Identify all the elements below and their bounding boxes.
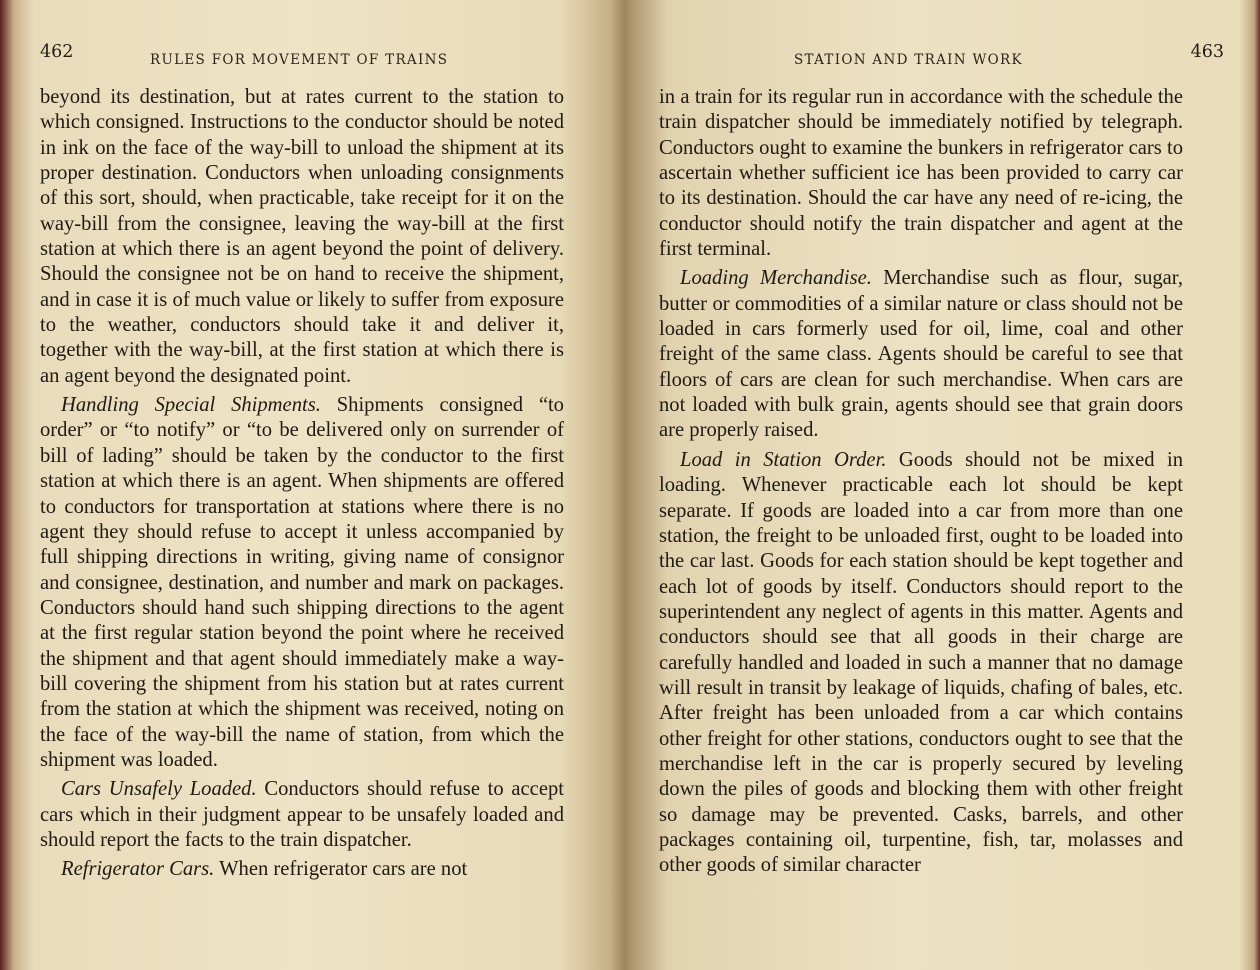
paragraph [40, 777, 564, 853]
paragraph-text: beyond its destination, but at rates current to the station to which consigned. Instructions to the conductor should be noted in ink on the face of the way-bill to unload the shipment at its proper destination. Conductors when unloading consignments of this sort, should, when practicable, take receipt for it on the way-bill from the consignee, leaving the way-bill at the first station at which there is an agent beyond the point of delivery. Should the consignee not be on hand to receive the shipment, and in case it is of much value or likely to suffer from exposure to the weather, conductors should take it and deliver it, together with the way-bill, at the first station at which there is an agent beyond the designated point. [40, 86, 564, 387]
paragraph [659, 85, 1183, 262]
paragraph [40, 857, 564, 882]
paragraph-text: When refrigerator cars are not [219, 858, 468, 881]
paragraph-text: Goods should not be mixed in loading. Whenever practicable each lot should be kept separate. If goods are loaded into a car from more than one station, the freight to be unloaded first, ought to be loaded into the car last. Goods for each station should be kept together and each lot of goods by itself. Conductors should report to the superintendent any neglect of agents in this matter. Agents and conductors should see that all goods in their charge are carefully handled and loaded in such a manner that no damage will result in transit by leakage of liquids, chafing of bales, etc. After freight has been unloaded from a car which contains other freight for other stations, conductors ought to see that the merchandise left in the car is properly secured by leveling down the piles of goods and blocking them with other freight so damage may be prevented. Casks, barrels, and other packages containing oil, turpentine, fish, tar, molasses and other goods of similar character [659, 448, 1183, 877]
left-page-body [40, 85, 564, 887]
paragraph-heading: Handling Special Shipments. [61, 394, 321, 417]
right-page-body [659, 85, 1183, 883]
paragraph [659, 266, 1183, 443]
paragraph-heading: Refrigerator Cars. [61, 858, 215, 881]
paragraph [40, 393, 564, 773]
page-number: 462 [40, 42, 74, 62]
paragraph-text: in a train for its regular run in accordance with the schedule the train dispatcher should be immediately notified by telegraph. Conductors ought to examine the bunkers in refrigerator cars to ascertain whether sufficient ice has been provided to carry car to its destination. Should the car have any need of re-icing, the conductor should notify the train dispatcher and agent at the first terminal. [659, 86, 1183, 261]
page-number: 463 [1190, 42, 1224, 62]
paragraph-heading: Loading Merchandise. [680, 267, 872, 290]
paragraph-heading: Load in Station Order. [680, 448, 887, 471]
right-page-header [636, 44, 1240, 70]
paragraph-heading: Cars Unsafely Loaded. [61, 778, 257, 801]
paragraph-text: Merchandise such as flour, sugar, butter or commodities of a similar nature or class should not be loaded in cars formerly used for oil, lime, coal and other freight of the same class. Agents should be careful to see that floors of cars are clean for such merchandise. When cars are not loaded with bulk grain, agents should see that grain doors are properly raised. [659, 267, 1183, 442]
running-title: RULES FOR MOVEMENT OF TRAINS [150, 52, 449, 68]
left-page [20, 0, 620, 970]
running-title: STATION AND TRAIN WORK [794, 52, 1023, 68]
paragraph-text: Conductors should refuse to accept cars which in their judgment appear to be unsafely loaded and should report the facts to the train dispatcher. [40, 778, 564, 851]
left-page-header [20, 44, 620, 70]
paragraph-text: Shipments consigned “to order” or “to notify” or “to be delivered only on surrender of bill of lading” should be taken by the conductor to the first station at which there is an agent. When shipments are offered to conductors for transportation at stations where there is no agent they should refuse to accept it unless accompanied by full shipping directions in writing, giving name of consignor and consignee, destination, and number and mark on packages. Conductors should hand such shipping directions to the agent at the first regular station beyond the point where he received the shipment and that agent should immediately make a way-bill covering the shipment from his station but at rates current from the station at which the shipment was received, noting on the face of the way-bill the name of station, from which the shipment was loaded. [40, 394, 564, 771]
paragraph [659, 448, 1183, 879]
paragraph [40, 85, 564, 389]
right-page [636, 0, 1240, 970]
